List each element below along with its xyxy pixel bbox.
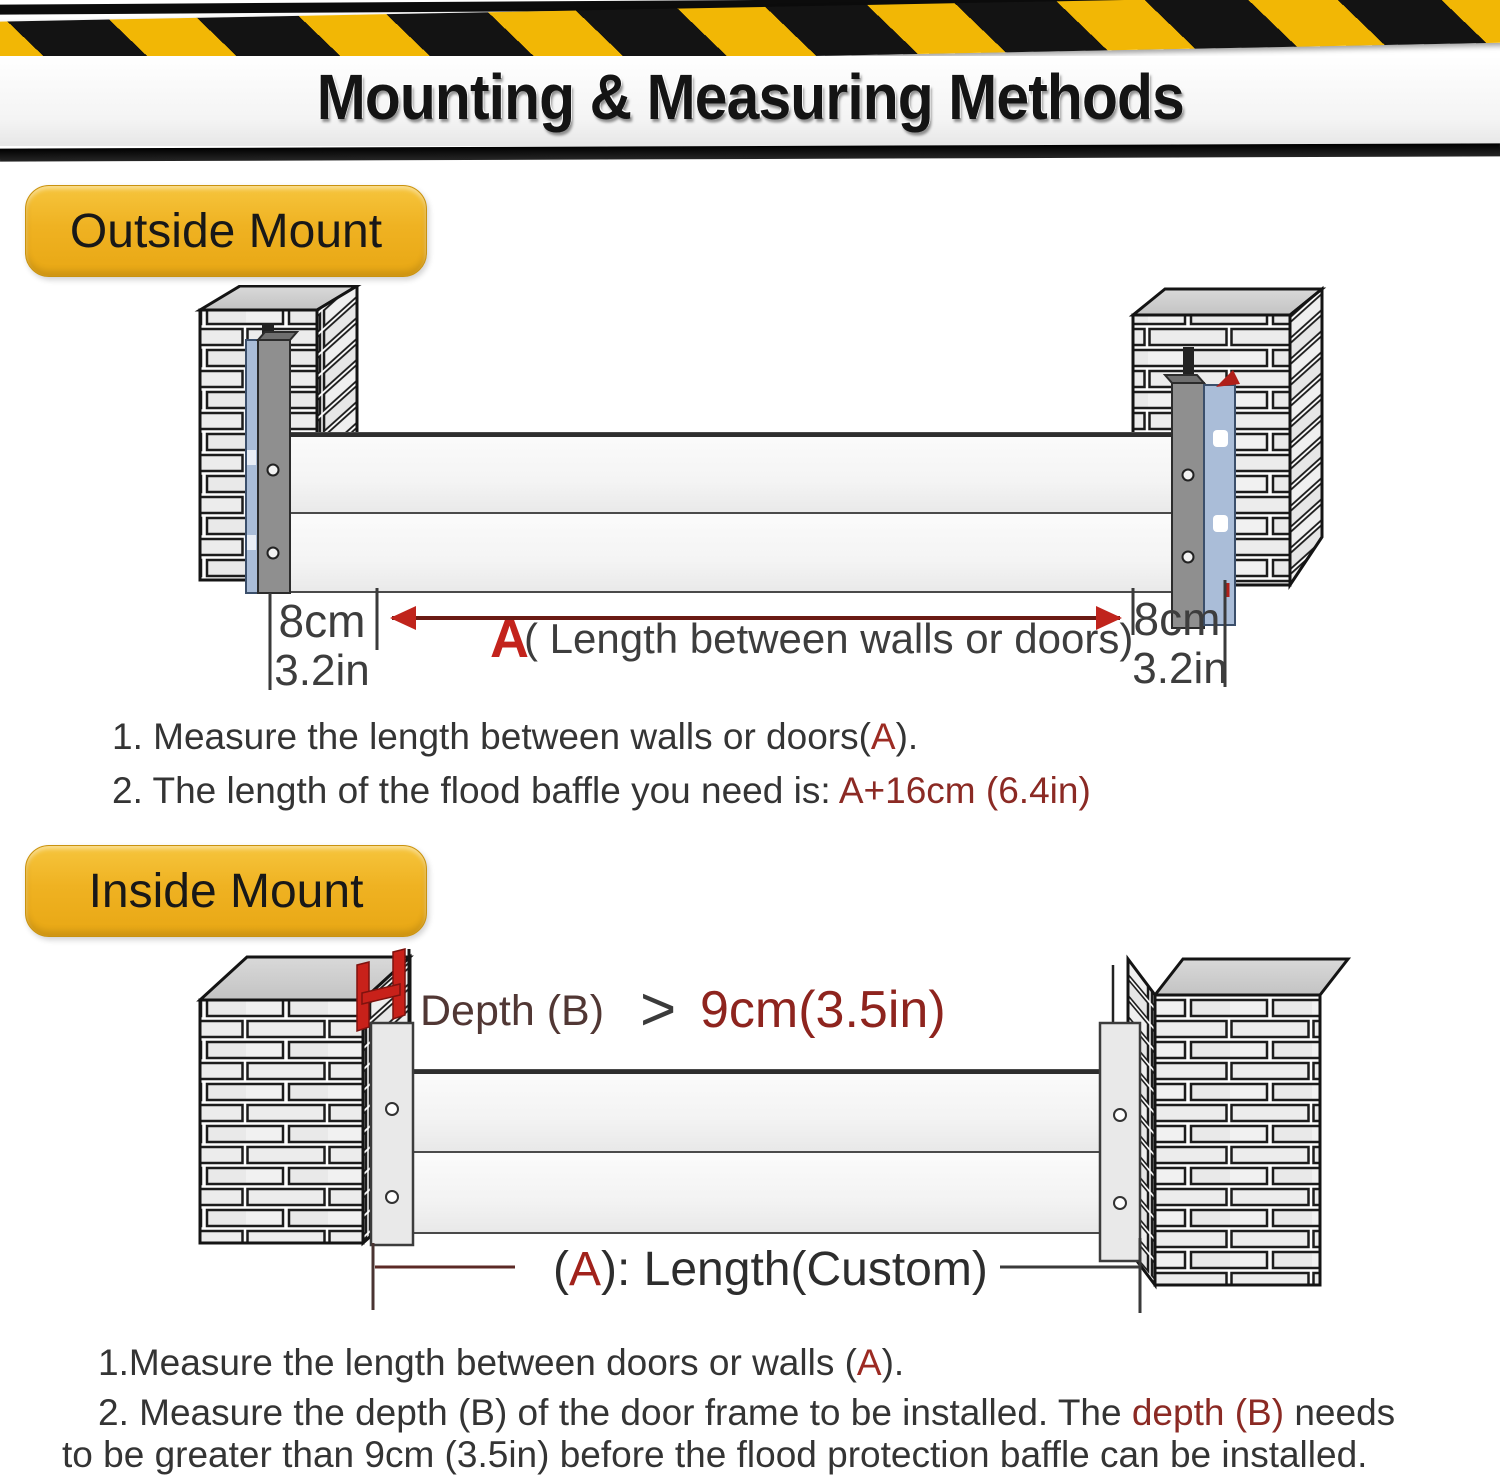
- inside-instruction-2-red: depth (B): [1131, 1392, 1285, 1433]
- outside-instruction-1-end: ).: [895, 716, 919, 757]
- label-left-3-2in: 3.2in: [274, 646, 370, 695]
- outside-mount-badge: [25, 185, 427, 277]
- outside-instruction-2: [112, 770, 1091, 812]
- depth-annotation: [420, 975, 946, 1044]
- label-right-8cm: 8cm: [1133, 593, 1221, 645]
- arrowhead-left-icon: [390, 606, 416, 630]
- inside-right-pillar: [1128, 959, 1348, 1285]
- dimension-caption: ( Length between walls or doors): [524, 615, 1134, 662]
- inside-instruction-3-text: to be greater than 9cm (3.5in) before the flood protection baffle can be installed.: [62, 1434, 1368, 1475]
- outside-instruction-1-red: A: [870, 716, 896, 757]
- inside-measurement: [373, 1238, 1140, 1313]
- outside-instruction-2-red: A+16cm (6.4in): [838, 770, 1091, 811]
- inside-instruction-2: [98, 1392, 1395, 1434]
- length-close-text: ): Length(Custom): [601, 1243, 988, 1296]
- inside-instruction-1-text: 1.Measure the length between doors or walls (: [98, 1342, 857, 1383]
- page-title: [0, 60, 1500, 134]
- inside-mount-diagram: [0, 935, 1500, 1335]
- greater-than-symbol: >: [640, 975, 677, 1044]
- outside-mount-badge-label: Outside Mount: [69, 204, 383, 258]
- flood-barrier-panels: [288, 433, 1210, 592]
- length-letter-A: A: [568, 1243, 601, 1296]
- outside-instruction-2-text: 2. The length of the flood baffle you need is:: [112, 770, 839, 811]
- outside-mount-diagram: [0, 285, 1500, 715]
- length-custom-label: [553, 1243, 988, 1296]
- inside-mount-badge-label: Inside Mount: [88, 864, 364, 918]
- outside-measurement: [270, 580, 1228, 695]
- depth-label: Depth (B): [420, 987, 605, 1035]
- label-left-8cm: 8cm: [278, 595, 366, 647]
- outside-instruction-1-text: 1. Measure the length between walls or doors(: [112, 716, 871, 757]
- inside-left-bracket: [371, 1023, 413, 1245]
- inside-instruction-2-text: 2. Measure the depth (B) of the door frame to be installed. The: [98, 1392, 1132, 1433]
- page-title-text: Mounting & Measuring Methods: [316, 61, 1184, 133]
- hazard-tape-band: [0, 0, 1500, 64]
- length-open-paren: (: [553, 1243, 569, 1296]
- inside-flood-barrier-panels: [413, 1070, 1103, 1233]
- inside-instruction-2-end: needs: [1284, 1392, 1396, 1433]
- inside-instruction-3: [62, 1434, 1367, 1475]
- inside-instruction-1: [98, 1342, 904, 1384]
- header-divider-bar: [0, 143, 1500, 161]
- label-right-3-2in: 3.2in: [1132, 644, 1228, 693]
- inside-mount-badge: [25, 845, 427, 937]
- outside-instruction-1: [112, 716, 918, 758]
- inside-instruction-1-red: A: [856, 1342, 882, 1383]
- outside-left-bracket: [246, 332, 297, 593]
- dimension-letter-A: A: [490, 609, 529, 669]
- depth-value: 9cm(3.5in): [700, 981, 946, 1039]
- inside-instruction-1-end: ).: [881, 1342, 905, 1383]
